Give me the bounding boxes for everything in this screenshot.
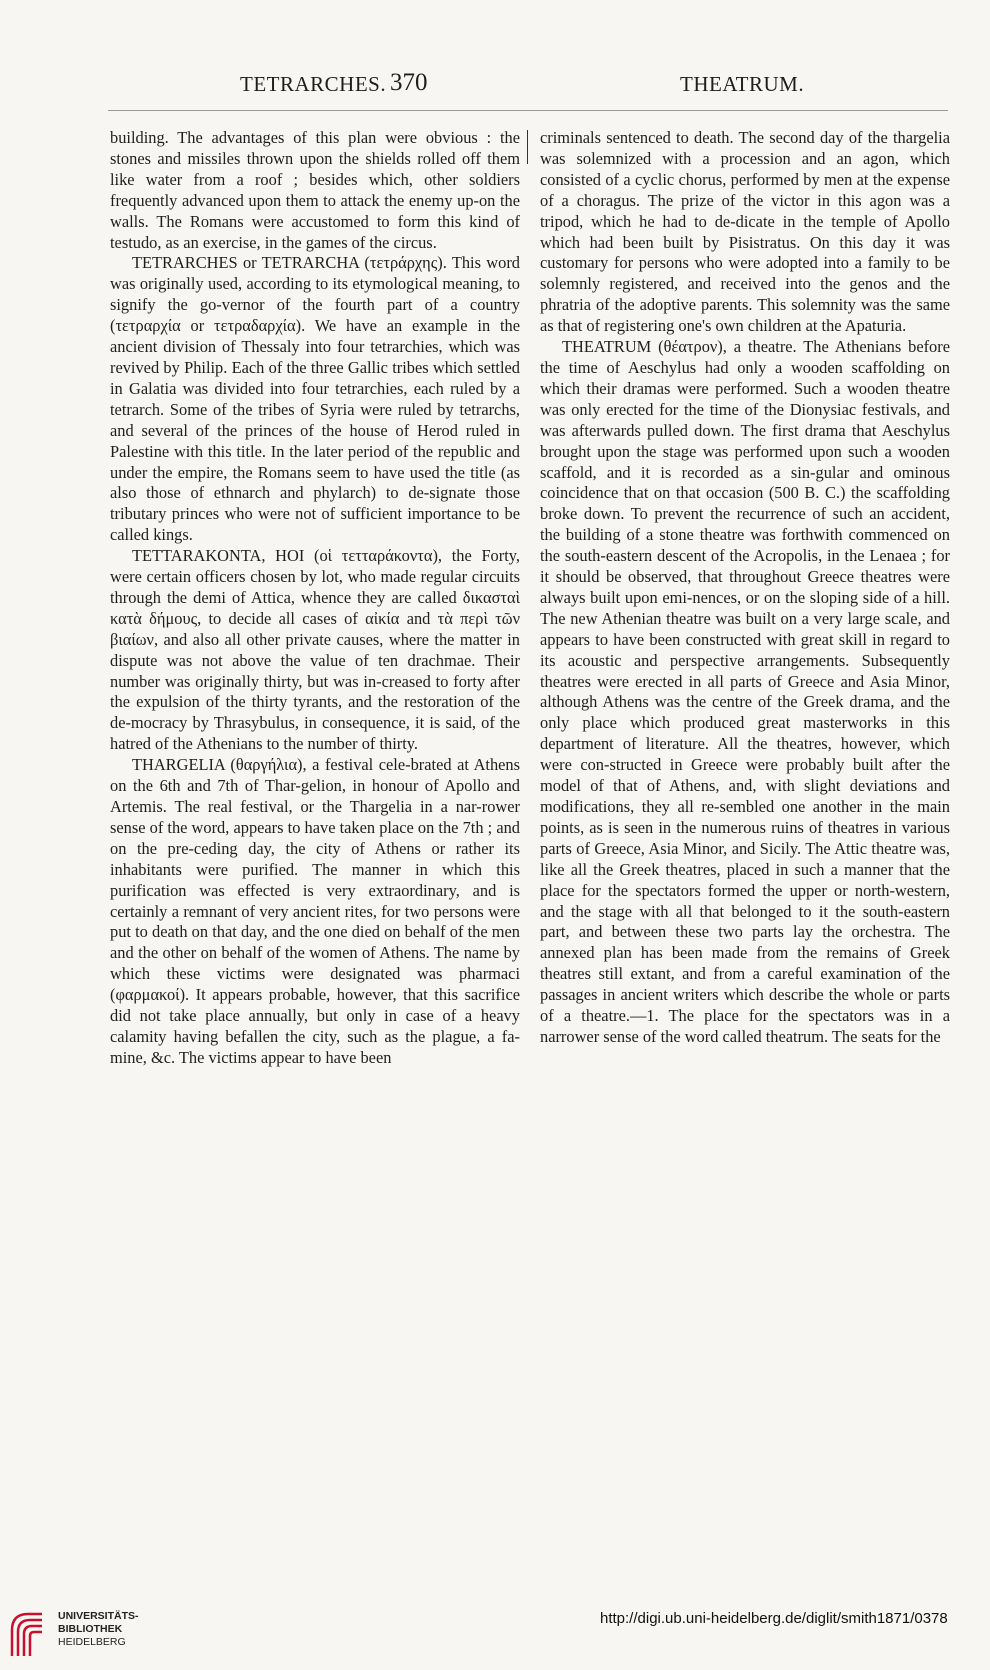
logo-line-2: BIBLIOTHEK (58, 1623, 123, 1635)
page-header (240, 69, 840, 102)
header-left-title: TETRARCHES. (240, 72, 387, 96)
page-number: 370 (390, 69, 428, 96)
header-rule (108, 110, 948, 111)
logo-line-3: HEIDELBERG (58, 1636, 126, 1648)
paragraph-thargelia-cont: criminals sentenced to death. The second day of the thargelia was solemnized with a procession and an agon, which consisted of a cyclic chorus, performed by men at the expense of a choragus. The prize of the victor in this agon was a tripod, which he had to de-dicate in the temple of Apollo which had been built by Pisistratus. On this day it was customary for persons who were adopted into a family to be solemnly registered, and received into the genos and the phratria of the adoptive parents. This solemnity was the same as that of registering one's own children at the Apaturia. (540, 128, 950, 336)
paragraph-testudo: building. The advantages of this plan were obvious : the stones and missiles thrown upon the shields rolled off them like water from a roof ; besides which, other soldiers frequently advanced upon them to attack the enemy up-on the walls. The Romans were accustomed to form this kind of testudo, as an exercise, in the games of the circus. (110, 128, 520, 252)
right-column (540, 128, 950, 1048)
library-logo[interactable] (8, 1608, 188, 1668)
column-divider (527, 130, 528, 164)
library-name (58, 1610, 139, 1649)
source-url-link[interactable]: http://digi.ub.uni-heidelberg.de/diglit/smith1871/0378 (600, 1610, 948, 1627)
logo-line-1: UNIVERSITÄTS- (58, 1610, 139, 1622)
ub-heidelberg-logo-icon (8, 1608, 48, 1658)
paragraph-tetrarches: TETRARCHES or TETRARCHA (τετράρχης). This word was originally used, according to its etymological meaning, to signify the go-vernor of the fourth part of a country (τετραρχία or τετραδαρχία). We have an example in the ancient division of Thessaly into four tetrarchies, which was revived by Philip. Each of the three Gallic tribes which settled in Galatia was divided into four tetrarchies, each ruled by a tetrarch. Some of the tribes of Syria were ruled by tetrarchs, and several of the princes of the house of Herod ruled in Palestine with this title. In the later period of the republic and under the empire, the Romans seem to have used the title (as also those of ethnarch and phylarch) to de-signate those tributary princes who were not of sufficient importance to be called kings. (110, 253, 520, 545)
paragraph-theatrum: THEATRUM (θέατρον), a theatre. The Athenians before the time of Aeschylus had only a wooden scaffolding on which their dramas were performed. Such a wooden theatre was only erected for the time of the Dionysiac festivals, and was afterwards pulled down. The first drama that Aeschylus brought upon the stage was performed upon such a wooden scaffold, and it is recorded as a sin-gular and ominous coincidence that on that occasion (500 B. C.) the scaffolding broke down. To prevent the recurrence of such an accident, the building of a stone theatre was forthwith commenced on the south-eastern descent of the Acropolis, in the Lenaea ; for it should be observed, that throughout Greece theatres were always built upon emi-nences, or on the sloping side of a hill. The new Athenian theatre was built on a very large scale, and appears to have been constructed with great skill in regard to its acoustic and perspective arrangements. Subsequently theatres were erected in all parts of Greece and Asia Minor, although Athens was the centre of the Greek drama, and the only place which produced great masterworks in this department of literature. All the theatres, however, which were con-structed in Greece were probably built after the model of that of Athens, and, with slight deviations and modifications, they all re-sembled one another in the main points, as is seen in the numerous ruins of theatres in various parts of Greece, Asia Minor, and Sicily. The Attic theatre was, like all the Greek theatres, placed in such a manner that the place for the spectators formed the upper or north-western, and the stage with all that belonged to it the south-eastern part, and between these two parts lay the orchestra. The annexed plan has been made from the remains of Greek theatres still extant, and from a careful examination of the passages in ancient writers which describe the whole or parts of a theatre.—1. The place for the spectators was in a narrower sense of the word called theatrum. The seats for the (540, 337, 950, 1046)
paragraph-thargelia: THARGELIA (θαργήλια), a festival cele-brated at Athens on the 6th and 7th of Thar-gelion, in honour of Apollo and Artemis. The real festival, or the Thargelia in a nar-rower sense of the word, appears to have taken place on the 7th ; and on the pre-ceding day, the city of Athens or rather its inhabitants were purified. The manner in which this purification was effected is very extraordinary, and is certainly a remnant of very ancient rites, for two persons were put to death on that day, and the one died on behalf of the men and the other on behalf of the women of Athens. The name by which these victims were designated was pharmaci (φαρμακοί). It appears probable, however, that this sacrifice did not take place annually, but only in case of a heavy calamity having befallen the city, such as the plague, a fa-mine, &c. The victims appear to have been (110, 755, 520, 1067)
left-column (110, 128, 520, 1069)
paragraph-tettarakonta: TETTARAKONTA, HOI (οἱ τετταράκοντα), the Forty, were certain officers chosen by lot, who made regular circuits through the demi of Attica, whence they are called δικασταὶ κατὰ δήμους, to decide all cases of αἰκία and τὰ περὶ τῶν βιαίων, and also all other private causes, where the matter in dispute was not above the value of ten drachmae. Their number was originally thirty, but was in-creased to forty after the expulsion of the thirty tyrants, and the restoration of the de-mocracy by Thrasybulus, in consequence, it is said, of the hatred of the Athenians to the number of thirty. (110, 546, 520, 754)
header-right-title: THEATRUM. (680, 72, 805, 96)
